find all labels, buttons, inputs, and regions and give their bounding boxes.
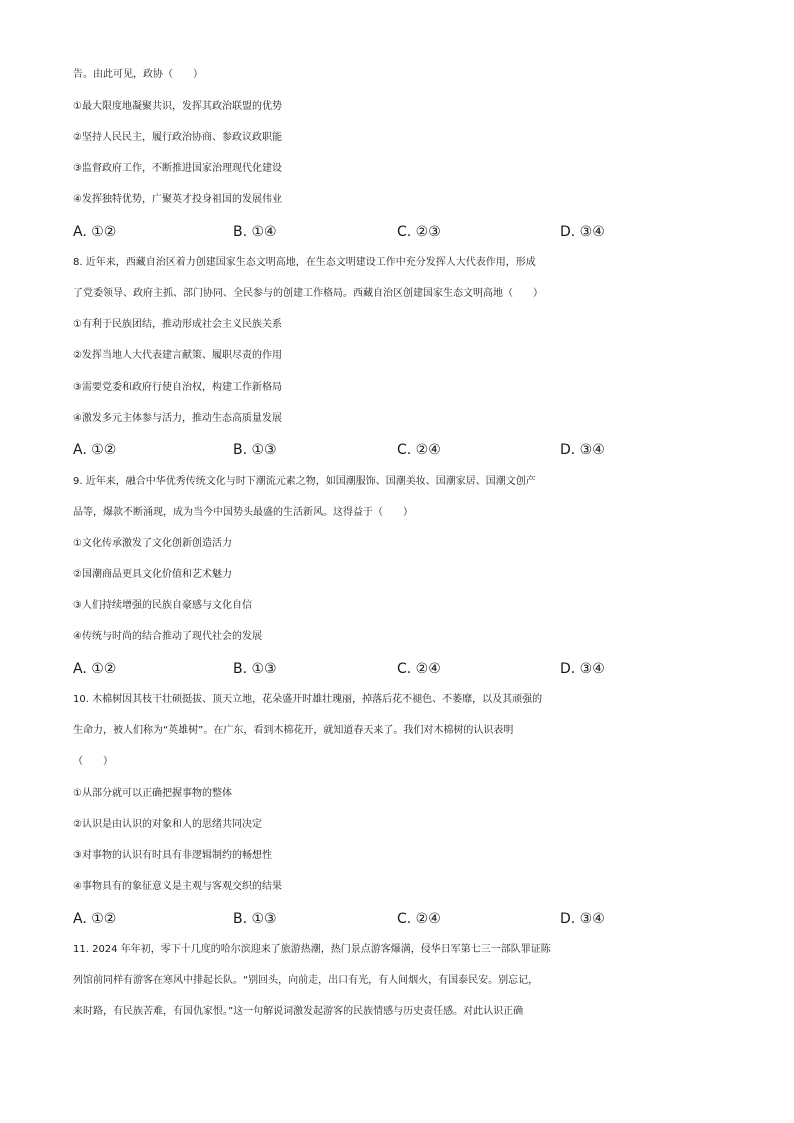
q10-option-d: D. ③④ [560, 911, 605, 927]
q7-statement-1: ①最大限度地凝聚共识，发挥其政治联盟的优势 [73, 101, 282, 112]
q9-option-b: B. ①③ [233, 661, 277, 677]
q10-statement-1: ①从部分就可以正确把握事物的整体 [73, 788, 232, 799]
q8-option-a: A. ①② [73, 442, 117, 458]
q7-option-b: B. ①④ [233, 224, 277, 240]
q8-option-b: B. ①③ [233, 442, 277, 458]
q8-statement-2: ②发挥当地人大代表建言献策、履职尽责的作用 [73, 350, 282, 361]
q10-stem-line-2: 生命力，被人们称为“英雄树”。在广东，看到木棉花开，就知道春天来了。我们对木棉树的认识表明 [73, 725, 514, 736]
q10-stem-line-1: 10. 木棉树因其枝干壮硕挺拔、顶天立地，花朵盛开时雄壮瑰丽，掉落后花不褪色、不萎靡，以及其顽强的 [73, 694, 543, 705]
q7-statement-4: ④发挥独特优势，广聚英才投身祖国的发展伟业 [73, 194, 282, 205]
q11-stem-line-3: 来时路，有民族苦难，有国仇家恨。”这一句解说词激发起游客的民族情感与历史责任感。对此认识正确 [73, 1006, 524, 1017]
q9-statement-2: ②国潮商品更具文化价值和艺术魅力 [73, 569, 232, 580]
q7-options [73, 222, 733, 242]
q8-stem-line-1: 8. 近年来，西藏自治区着力创建国家生态文明高地，在生态文明建设工作中充分发挥人大代表作用，形成 [73, 257, 536, 268]
q9-statement-3: ③人们持续增强的民族自豪感与文化自信 [73, 600, 252, 611]
q8-statement-3: ③需要党委和政府行使自治权，构建工作新格局 [73, 382, 282, 393]
q9-statement-4: ④传统与时尚的结合推动了现代社会的发展 [73, 631, 262, 642]
q11-stem-line-2: 列馆前同样有游客在寒风中排起长队。“别回头，向前走，出口有光，有人间烟火，有国泰民安。别忘记， [73, 975, 539, 986]
q8-option-c: C. ②④ [397, 442, 441, 458]
q10-stem-line-3: （ ） [73, 756, 113, 767]
q11-stem-line-1: 11. 2024 年年初，零下十几度的哈尔滨迎来了旅游热潮，热门景点游客爆满，侵华日军第七三一部队罪证陈 [73, 944, 551, 955]
q9-stem-line-1: 9. 近年来，融合中华优秀传统文化与时下潮流元素之物，如国潮服饰、国潮美妆、国潮家居、国潮文创产 [73, 476, 536, 487]
q7-option-c: C. ②③ [397, 224, 441, 240]
q8-options [73, 440, 733, 460]
q10-option-a: A. ①② [73, 911, 117, 927]
q10-options [73, 909, 733, 929]
q7-statement-2: ②坚持人民民主，履行政治协商、参政议政职能 [73, 132, 282, 143]
q10-option-c: C. ②④ [397, 911, 441, 927]
q7-option-a: A. ①② [73, 224, 117, 240]
q7-option-d: D. ③④ [560, 224, 605, 240]
q7-statement-3: ③监督政府工作，不断推进国家治理现代化建设 [73, 163, 282, 174]
q8-statement-1: ①有利于民族团结，推动形成社会主义民族关系 [73, 319, 282, 330]
q9-option-c: C. ②④ [397, 661, 441, 677]
q7-stem-tail: 告。由此可见，政协（ ） [73, 69, 203, 80]
q9-option-d: D. ③④ [560, 661, 605, 677]
q9-stem-line-2: 品等，爆款不断涌现，成为当今中国势头最盛的生活新风。这得益于（ ） [73, 507, 413, 518]
q8-statement-4: ④激发多元主体参与活力，推动生态高质量发展 [73, 413, 282, 424]
q10-statement-4: ④事物具有的象征意义是主观与客观交织的结果 [73, 881, 282, 892]
q9-option-a: A. ①② [73, 661, 117, 677]
q9-options [73, 659, 733, 679]
q8-option-d: D. ③④ [560, 442, 605, 458]
q10-statement-3: ③对事物的认识有时具有非逻辑制约的畅想性 [73, 850, 272, 861]
q10-statement-2: ②认识是由认识的对象和人的思绪共同决定 [73, 819, 262, 830]
q10-option-b: B. ①③ [233, 911, 277, 927]
q9-statement-1: ①文化传承激发了文化创新创造活力 [73, 538, 232, 549]
q8-stem-line-2: 了党委领导、政府主抓、部门协同、全民参与的创建工作格局。西藏自治区创建国家生态文明高地（ ） [73, 288, 543, 299]
